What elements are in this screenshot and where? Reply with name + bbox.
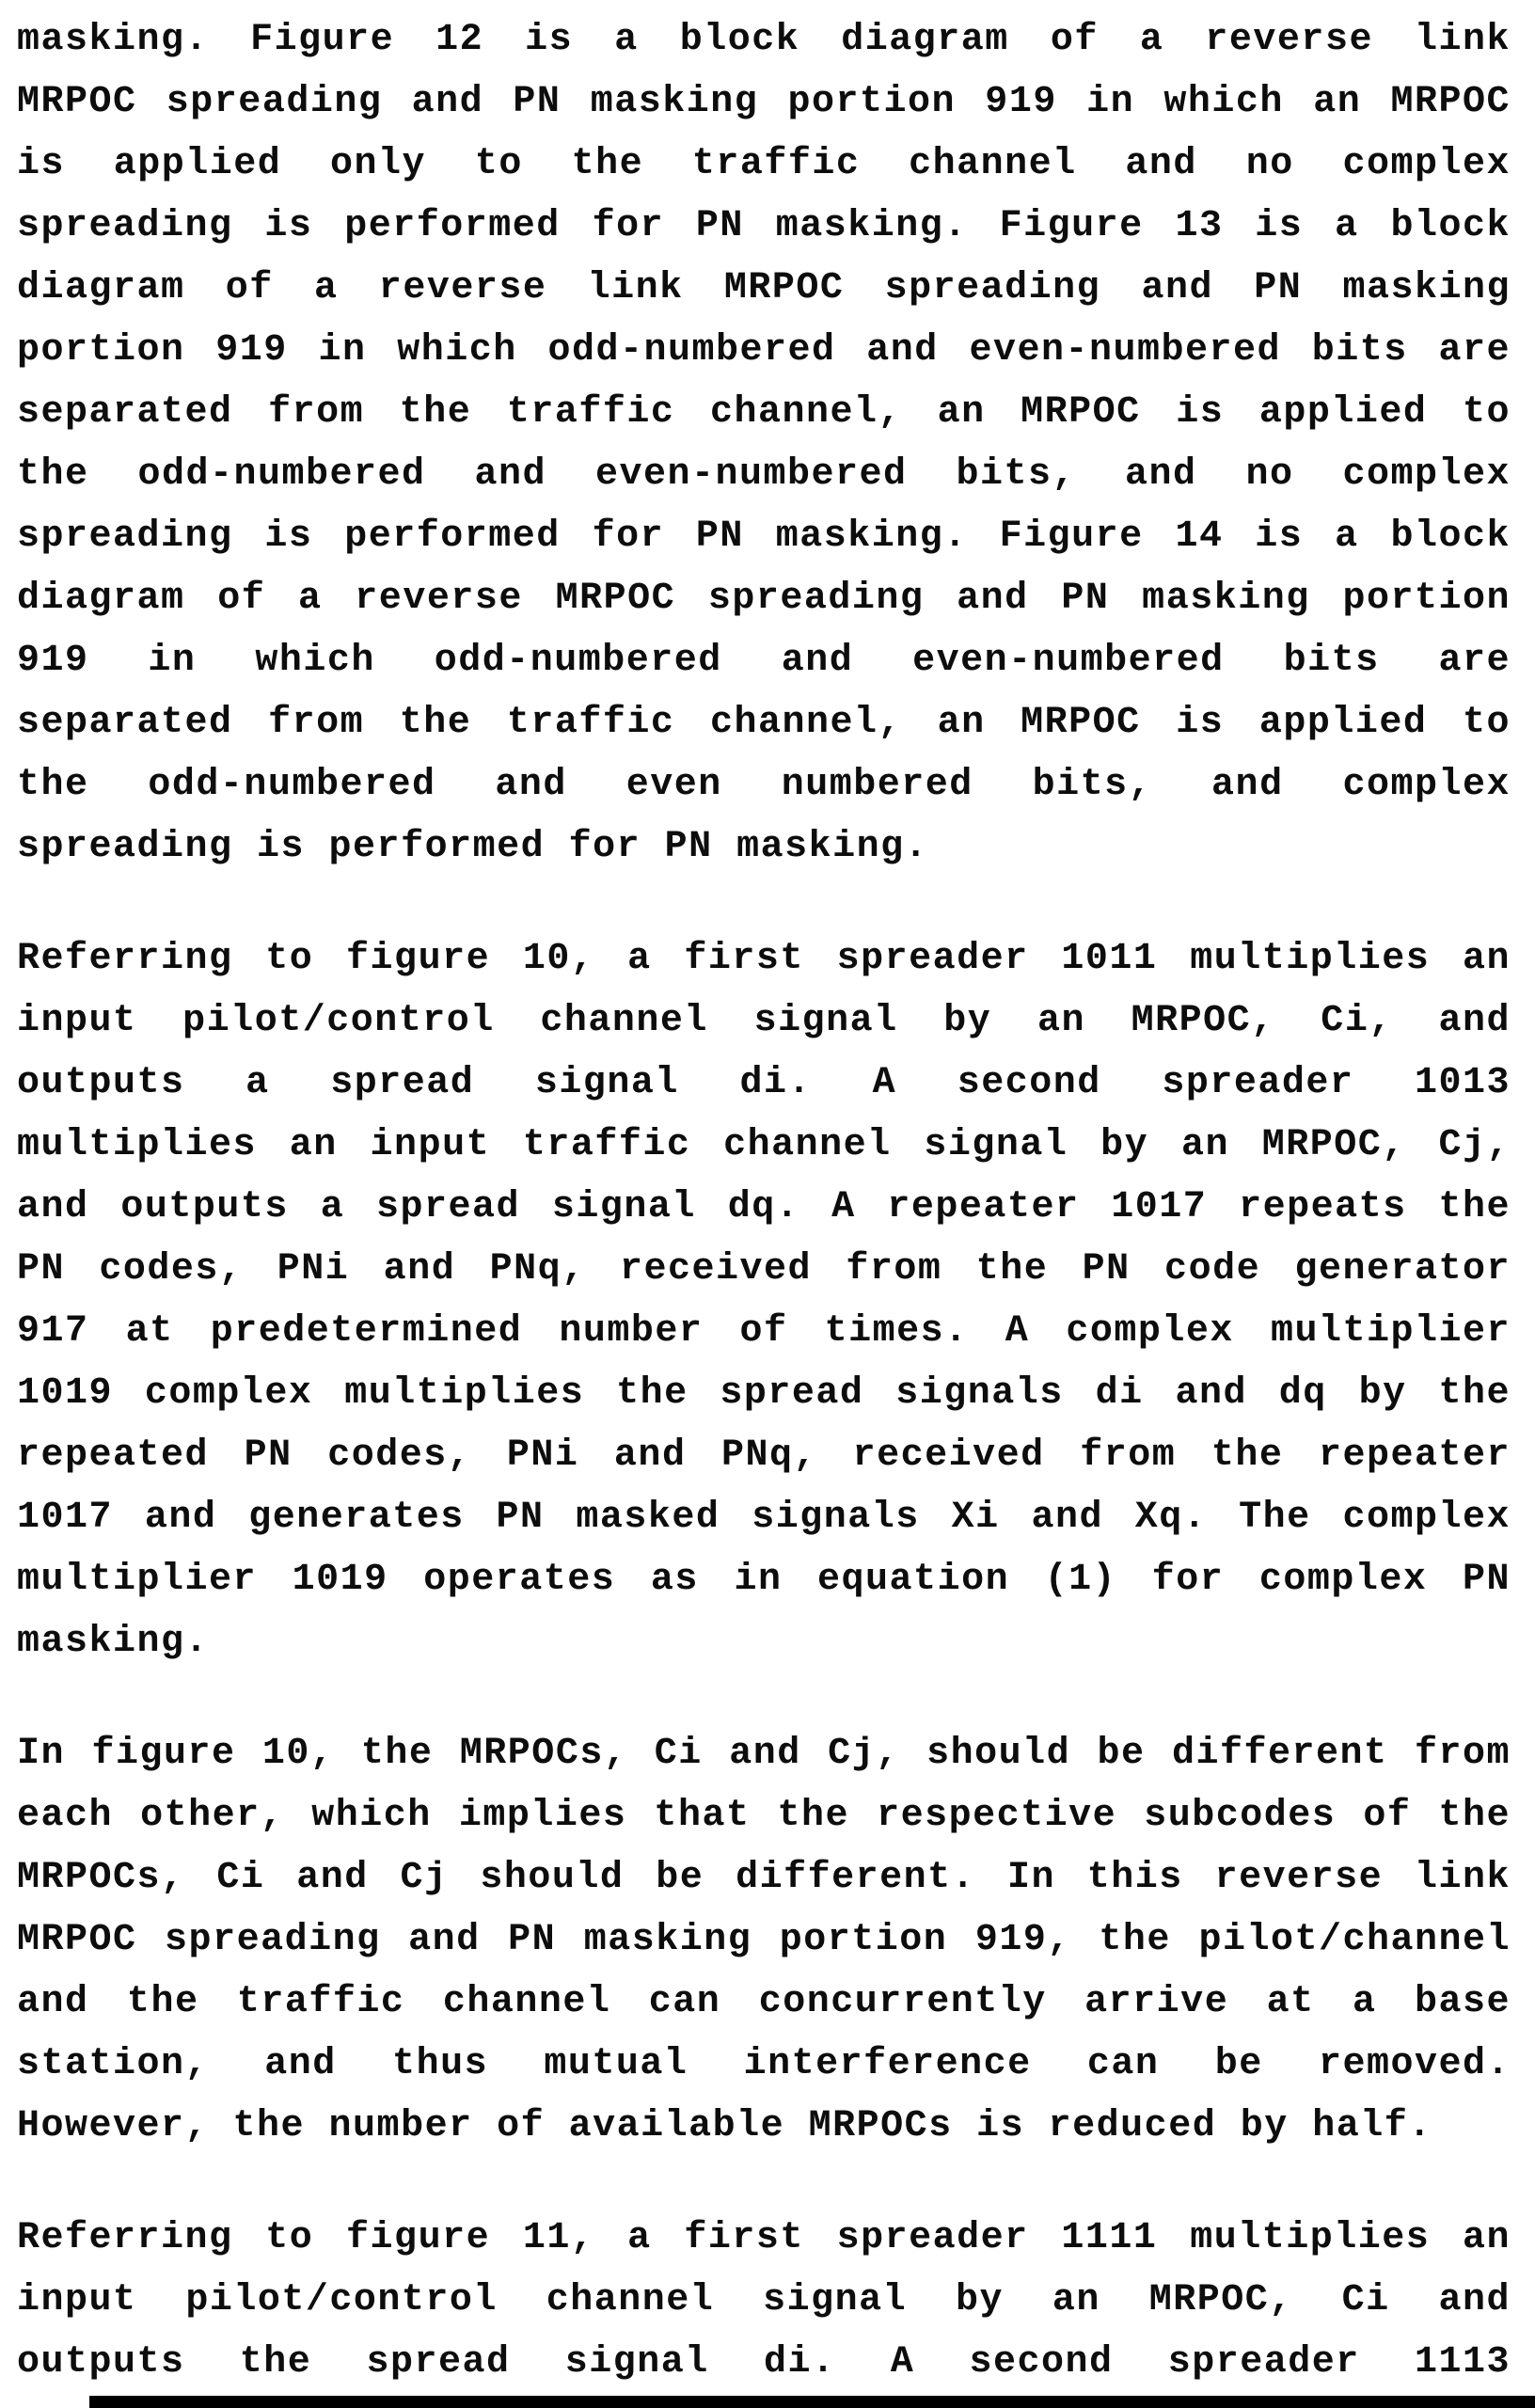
text-line: the odd-numbered and even numbered bits, and complex — [17, 764, 1511, 806]
text-line: However, the number of available MRPOCs is reduced by half. — [17, 2105, 1432, 2147]
text-line: each other, which implies that the respective subcodes of the — [17, 1795, 1511, 1837]
text-line: 917 at predetermined number of times. A complex multiplier — [17, 1310, 1511, 1353]
scan-artifact-bar — [89, 2396, 1535, 2408]
text-line: outputs the spread signal di. A second spreader 1113 — [17, 2341, 1511, 2384]
text-line: diagram of a reverse MRPOC spreading and PN masking portion — [17, 578, 1511, 620]
text-line: spreading is performed for PN masking. Figure 13 is a block — [17, 205, 1511, 247]
text-line: MRPOC spreading and PN masking portion 919 in which an MRPOC — [17, 81, 1511, 123]
text-line: Referring to figure 11, a first spreader 1111 multiplies an — [17, 2217, 1511, 2259]
text-line: spreading is performed for PN masking. — [17, 826, 929, 868]
page-text — [17, 9, 1511, 2394]
text-line: outputs a spread signal di. A second spreader 1013 — [17, 1062, 1511, 1104]
text-line: is applied only to the traffic channel and no complex — [17, 143, 1511, 185]
paragraph — [17, 1723, 1511, 2158]
text-line: Referring to figure 10, a first spreader 1011 multiplies an — [17, 938, 1511, 980]
text-line: multiplier 1019 operates as in equation (1) for complex PN — [17, 1559, 1511, 1601]
text-line: multiplies an input traffic channel signal by an MRPOC, Cj, — [17, 1124, 1511, 1166]
paragraph — [17, 928, 1511, 1673]
text-line: and the traffic channel can concurrently arrive at a base — [17, 1981, 1511, 2023]
text-line: 1019 complex multiplies the spread signals di and dq by the — [17, 1372, 1511, 1415]
text-line: repeated PN codes, PNi and PNq, received from the repeater — [17, 1434, 1511, 1477]
text-line: separated from the traffic channel, an MRPOC is applied to — [17, 702, 1511, 744]
text-line: spreading is performed for PN masking. Figure 14 is a block — [17, 515, 1511, 558]
text-line: diagram of a reverse link MRPOC spreading and PN masking — [17, 267, 1511, 309]
text-line: input pilot/control channel signal by an MRPOC, Ci, and — [17, 1000, 1511, 1042]
text-line: MRPOC spreading and PN masking portion 919, the pilot/channel — [17, 1919, 1511, 1961]
text-line: portion 919 in which odd-numbered and even-numbered bits are — [17, 329, 1511, 372]
text-line: separated from the traffic channel, an MRPOC is applied to — [17, 391, 1511, 434]
text-line: input pilot/control channel signal by an MRPOC, Ci and — [17, 2279, 1511, 2321]
text-line: PN codes, PNi and PNq, received from the PN code generator — [17, 1248, 1511, 1291]
text-line: masking. Figure 12 is a block diagram of a reverse link — [17, 19, 1511, 61]
paragraph — [17, 9, 1511, 879]
paragraph — [17, 2208, 1511, 2394]
text-line: 919 in which odd-numbered and even-numbered bits are — [17, 640, 1511, 682]
text-line: MRPOCs, Ci and Cj should be different. In this reverse link — [17, 1857, 1511, 1899]
text-line: In figure 10, the MRPOCs, Ci and Cj, should be different from — [17, 1733, 1511, 1775]
text-line: the odd-numbered and even-numbered bits, and no complex — [17, 453, 1511, 496]
text-line: masking. — [17, 1621, 210, 1663]
text-line: station, and thus mutual interference can be removed. — [17, 2043, 1511, 2085]
text-line: and outputs a spread signal dq. A repeater 1017 repeats the — [17, 1186, 1511, 1228]
text-line: 1017 and generates PN masked signals Xi and Xq. The complex — [17, 1497, 1511, 1539]
